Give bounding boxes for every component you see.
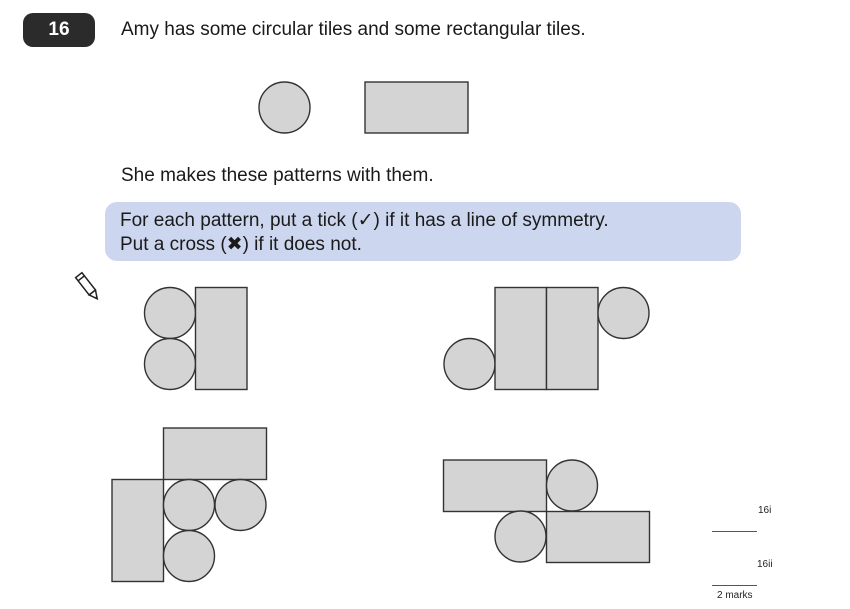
- pattern-2: [444, 288, 649, 390]
- instruction-line-2: Put a cross (✖) if it does not.: [120, 234, 362, 255]
- instruction-line-1: For each pattern, put a tick (✓) if it has a line of symmetry.: [120, 210, 609, 231]
- rectangular-tile: [365, 82, 468, 133]
- answer-line-16i: [712, 531, 757, 532]
- total-marks: 2 marks: [717, 590, 753, 601]
- pattern-3: [112, 428, 267, 582]
- question-number-badge: 16: [23, 13, 95, 47]
- circular-tile: [259, 82, 310, 133]
- mark-label-16ii: 16ii: [757, 559, 773, 570]
- pattern-1: [145, 288, 248, 390]
- answer-line-16ii: [712, 585, 757, 586]
- mark-label-16i: 16i: [758, 505, 772, 516]
- pattern-4: [444, 460, 650, 563]
- question-intro: Amy has some circular tiles and some rectangular tiles.: [121, 19, 586, 40]
- patterns-text: She makes these patterns with them.: [121, 165, 434, 186]
